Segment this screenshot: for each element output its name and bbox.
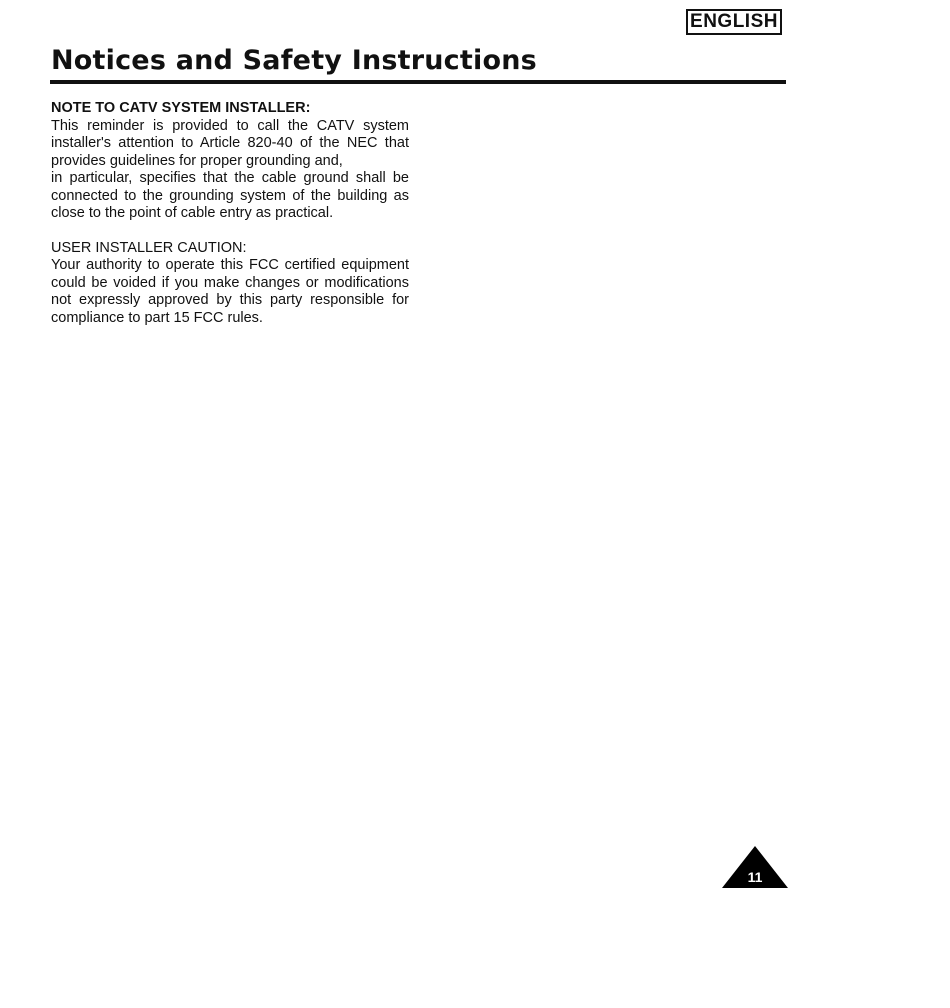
catv-note-heading: NOTE TO CATV SYSTEM INSTALLER: xyxy=(51,100,311,116)
catv-note-line: close to the point of cable entry as practical. xyxy=(51,205,334,221)
caution-line: compliance to part 15 FCC rules. xyxy=(51,309,263,326)
catv-note-line: This reminder is provided to call the CATV system xyxy=(51,117,409,134)
catv-note-line: installer's attention to Article 820-40 of the NEC that xyxy=(51,135,409,151)
caution-heading: USER INSTALLER CAUTION: xyxy=(51,239,247,256)
caution-line: could be voided if you make changes or modifications xyxy=(51,274,409,291)
user-installer-caution xyxy=(51,240,409,328)
page-title: Notices and Safety Instructions xyxy=(51,45,537,76)
catv-note-line: connected to the grounding system of the building as xyxy=(51,187,409,204)
page-number: 11 xyxy=(747,869,763,885)
language-badge: ENGLISH xyxy=(686,9,782,35)
catv-note-line: provides guidelines for proper grounding and, xyxy=(51,152,343,169)
notice-content xyxy=(51,100,409,344)
caution-line: not expressly approved by this party responsible for xyxy=(51,292,409,308)
catv-installer-note xyxy=(51,100,409,223)
page-number-marker xyxy=(722,846,788,888)
title-divider xyxy=(50,80,786,84)
caution-line: Your authority to operate this FCC certified equipment xyxy=(51,257,409,273)
catv-note-line: in particular, specifies that the cable ground shall be xyxy=(51,170,409,186)
